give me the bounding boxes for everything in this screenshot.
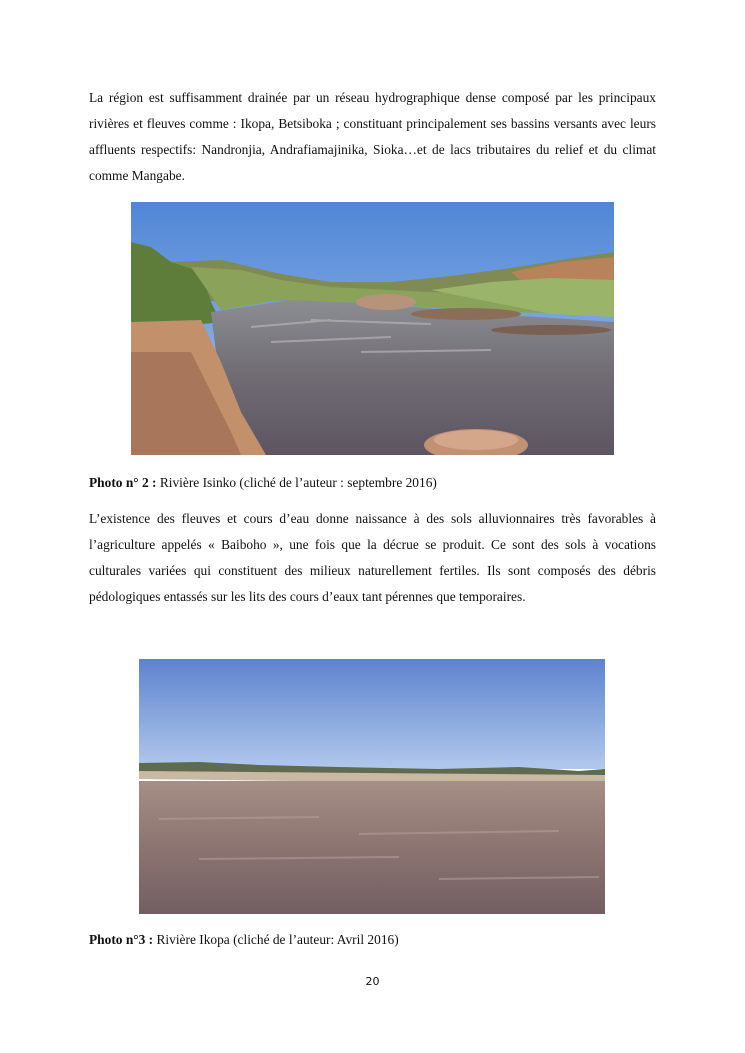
river-isinko-image [131,202,614,455]
caption-label: Photo n° 2 : [89,475,157,490]
photo-riviere-ikopa [139,659,605,914]
caption-photo-3 [89,931,399,949]
paragraph-alluvial-soils: L’existence des fleuves et cours d’eau donne naissance à des sols alluvionnaires très favorables à l’agriculture appelés « Baiboho », une fois que la décrue se produit. Ce sont des sols à vocations culturales variées qui constituent des milieux naturellement fertiles. Ils sont composés des débris pédologiques entassés sur les lits des cours d’eaux tant pérennes que temporaires. [89,511,656,604]
caption-label: Photo n°3 : [89,932,154,947]
photo-riviere-isinko [131,202,614,455]
page-number: 20 [365,975,380,988]
river-ikopa-image [139,659,605,914]
caption-photo-2 [89,474,437,492]
paragraph-hydrography: La région est suffisamment drainée par un réseau hydrographique dense composé par les principaux rivières et fleuves comme : Ikopa, Betsiboka ; constituant principalement ses bassins versants avec leurs affluents respectifs: Nandronjia, Andrafiamajinika, Sioka…et de lacs tributaires du relief et du climat comme Mangabe. [89,90,656,183]
caption-text: Rivière Ikopa (cliché de l’auteur: Avril 2016) [153,932,399,947]
caption-text: Rivière Isinko (cliché de l’auteur : septembre 2016) [156,475,437,490]
